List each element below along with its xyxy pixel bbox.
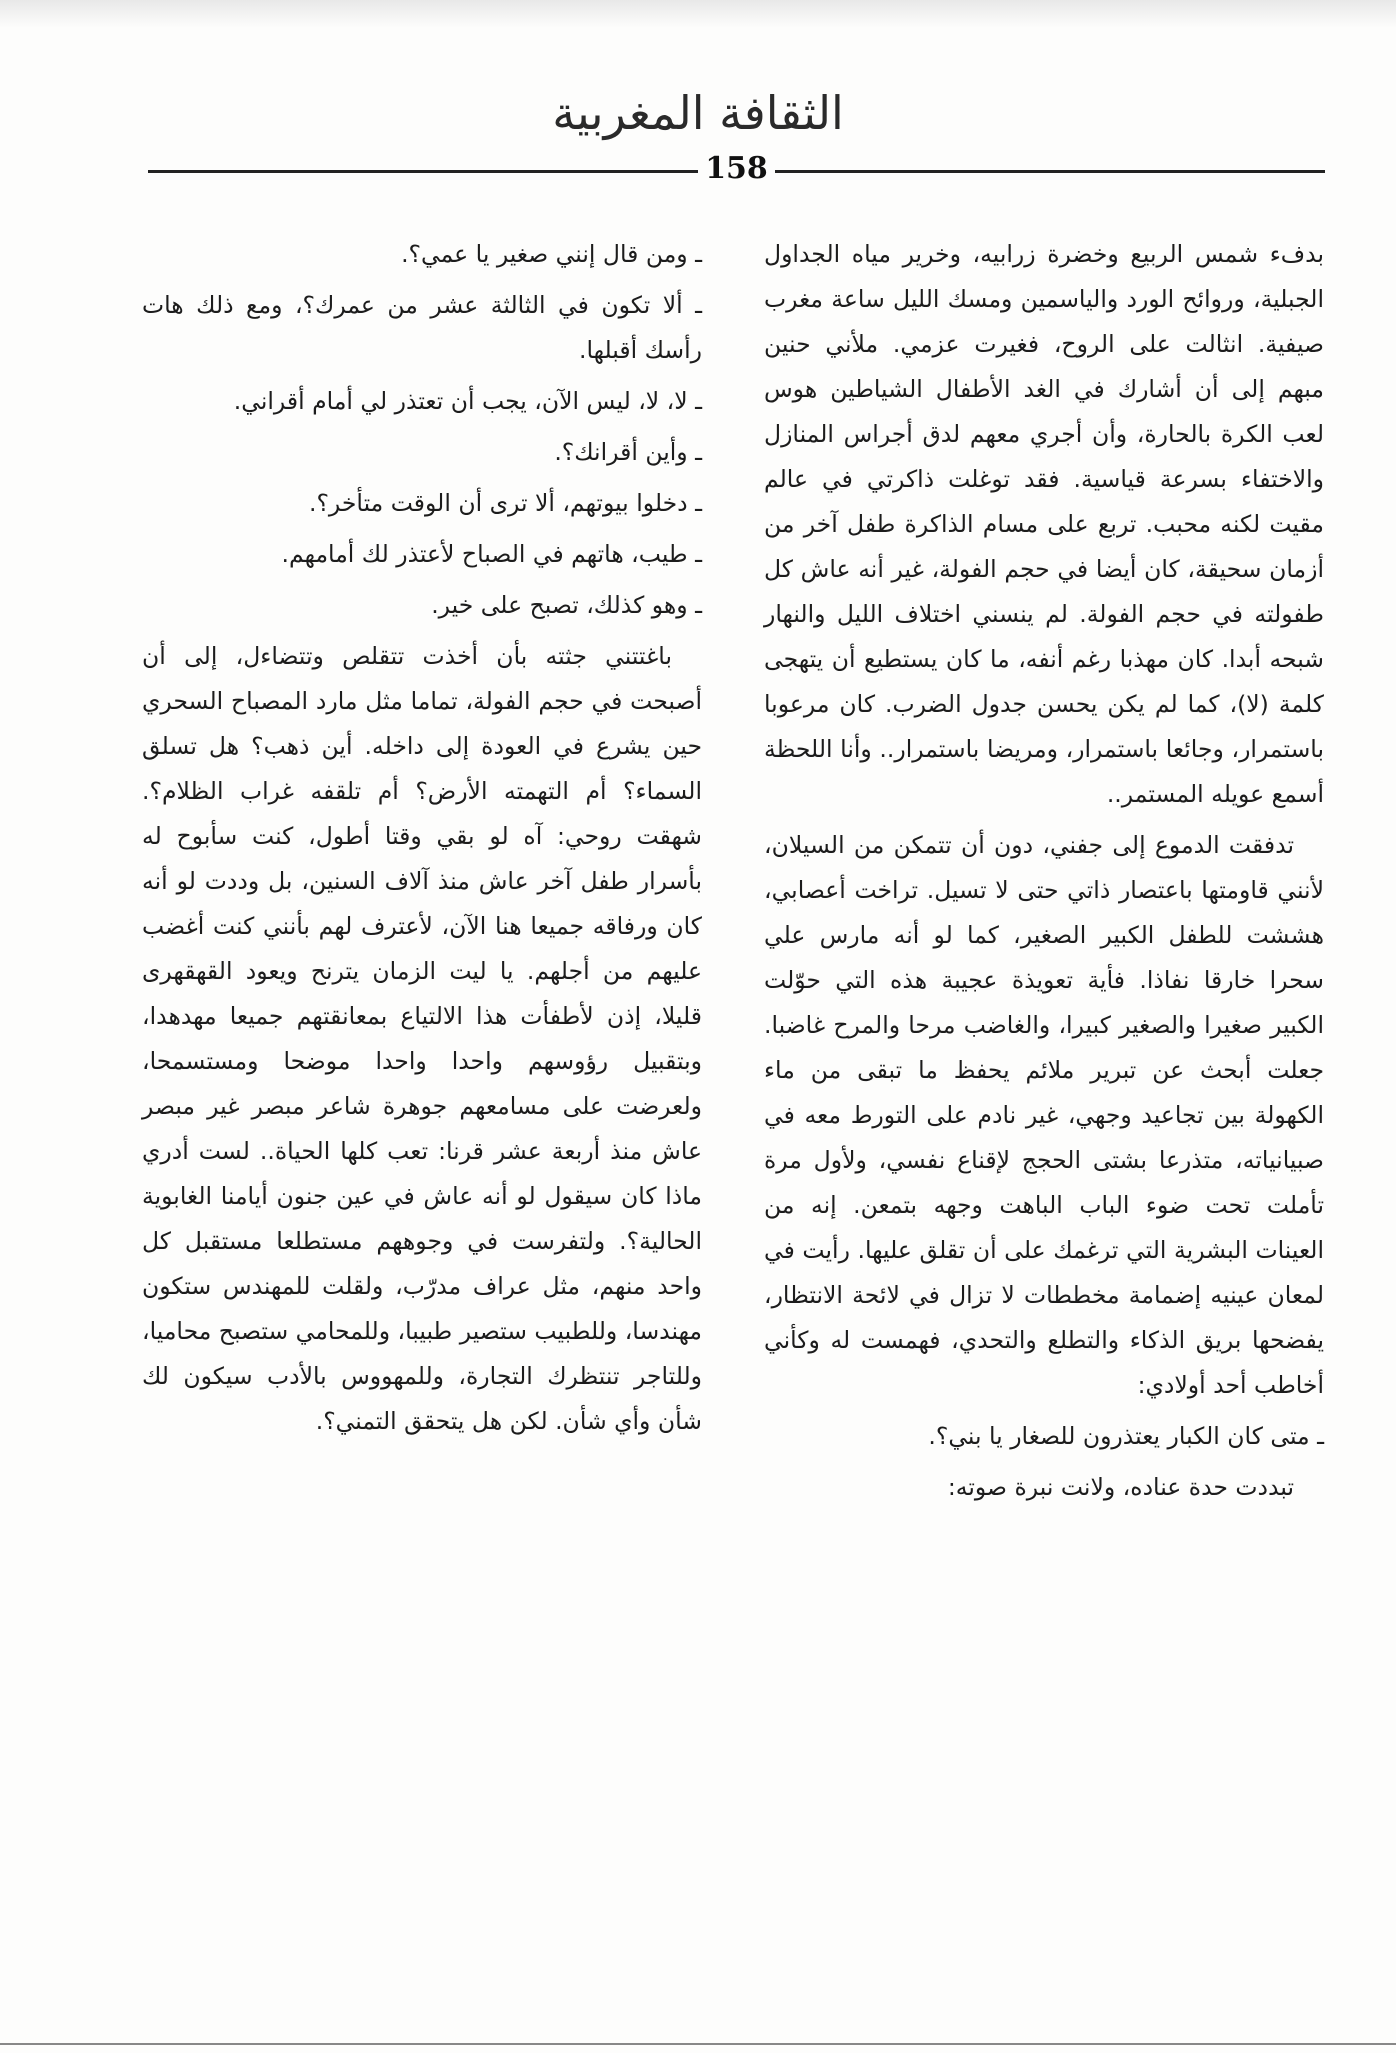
footer-rule <box>0 2043 1396 2045</box>
dialogue-line: ـ لا، لا، ليس الآن، يجب أن تعتذر لي أمام أقراني. <box>233 387 702 415</box>
scan-edge-shadow <box>0 0 1396 28</box>
paragraph: تبددت حدة عناده، ولانت نبرة صوته: <box>947 1473 1294 1501</box>
paragraph: بدفء شمس الربيع وخضرة زرابيه، وخرير مياه الجداول الجبلية، وروائح الورد والياسمين ومسك الليل ساعة مغرب صيفية. انثالت على الروح، فغيرت عزمي. ملأني حنين مبهم إلى أن أشارك في الغد الأطفال الشياطين هوس لعب الكرة بالحارة، وأن أجري معهم لدق أجراس المنازل والاختفاء بسرعة قياسية. فقد توغلت ذاكرتي في عالم مقيت لكنه محبب. تربع على مسام الذاكرة طفل آخر من أزمان سحيقة، كان أيضا في حجم الفولة، غير أنه عاش كل طفولته في حجم الفولة. لم ينسني اختلاف الليل والنهار شبحه أبدا. كان مهذبا رغم أنفه، ما كان يستطيع أن يتهجى كلمة (لا)، كما لم يكن يحسن جدول الضرب. كان مرعوبا باستمرار، وجائعا باستمرار، ومريضا باستمرار.. وأنا اللحظة أسمع عويله المستمر.. <box>764 240 1324 808</box>
paragraph: باغتتني جثته بأن أخذت تتقلص وتتضاءل، إلى أن أصبحت في حجم الفولة، تماما مثل مارد المصباح السحري حين يشرع في العودة إلى داخله. أين ذهب؟ هل تسلق السماء؟ أم التهمته الأرض؟ أم تلقفه غراب الظلام؟. شهقت روحي: آه لو بقي وقتا أطول، كنت سأبوح له بأسرار طفل آخر عاش منذ آلاف السنين، بل وددت لو أنه كان ورفاقه جميعا هنا الآن، لأعترف لهم بأنني كنت أغضب عليهم من أجلهم. يا ليت الزمان يترنح ويعود القهقهرى قليلا، إذن لأطفأت هذا الالتياع بمعانقتهم جميعا مهدهدا، وبتقبيل رؤوسهم واحدا واحدا موضحا ومستسمحا، ولعرضت على مسامعهم جوهرة شاعر مبصر غير مبصر عاش منذ أربعة عشر قرنا: تعب كلها الحياة.. لست أدري ماذا كان سيقول لو أنه عاش في عين جنون أيامنا الغابوية الحالية؟. ولتفرست في وجوههم مستطلعا مستقبل كل واحد منهم، مثل عراف مدرّب، ولقلت للمهندس ستكون مهندسا، وللطبيب ستصير طبيبا، وللمحامي ستصبح محاميا، وللتاجر تنتظرك التجارة، وللمهووس بالأدب سيكون لك شأن وأي شأن. لكن هل يتحقق التمني؟. <box>141 642 702 1435</box>
page-number: 158 <box>705 151 768 186</box>
dialogue-line: ـ دخلوا بيوتهم، ألا ترى أن الوقت متأخر؟. <box>308 489 702 517</box>
dialogue-line: ـ وهو كذلك، تصبح على خير. <box>431 591 702 619</box>
dialogue-line: ـ ألا تكون في الثالثة عشر من عمرك؟، ومع ذلك هات رأسك أقبلها. <box>142 291 702 364</box>
dialogue-line: ـ وأين أقرانك؟. <box>554 438 702 466</box>
right-column <box>764 232 1324 1516</box>
dialogue-line: ـ متى كان الكبار يعتذرون للصغار يا بني؟. <box>928 1422 1324 1450</box>
magazine-title: الثقافة المغربية <box>552 86 844 140</box>
dialogue-line: ـ طيب، هاتهم في الصباح لأعتذر لك أمامهم. <box>281 540 702 568</box>
dialogue-line: ـ ومن قال إنني صغير يا عمي؟. <box>401 240 702 268</box>
header-rule-left <box>148 170 698 173</box>
paragraph: تدفقت الدموع إلى جفني، دون أن تتمكن من السيلان، لأنني قاومتها باعتصار ذاتي حتى لا تسيل. تراخت أعصابي، هششت للطفل الكبير الصغير، كما لو أنه مارس علي سحرا خارقا نفاذا. فأية تعويذة عجيبة هذه التي حوّلت الكبير صغيرا والصغير كبيرا، والغاضب مرحا والمرح غاضبا. جعلت أبحث عن تبرير ملائم يحفظ ما تبقى من ماء الكهولة بين تجاعيد وجهي، غير نادم على التورط معه في صبيانياته، متذرعا بشتى الحجج لإقناع نفسي، ولأول مرة تأملت تحت ضوء الباب الباهت وجهه بتمعن. إنه من العينات البشرية التي ترغمك على أن تقلق عليها. رأيت في لمعان عينيه إضمامة مخططات لا تزال في لائحة الانتظار، يفضحها بريق الذكاء والتطلع والتحدي، فهمست له وكأني أخاطب أحد أولادي: <box>764 831 1324 1399</box>
left-column <box>142 232 702 1450</box>
header-rule-right <box>775 170 1325 173</box>
